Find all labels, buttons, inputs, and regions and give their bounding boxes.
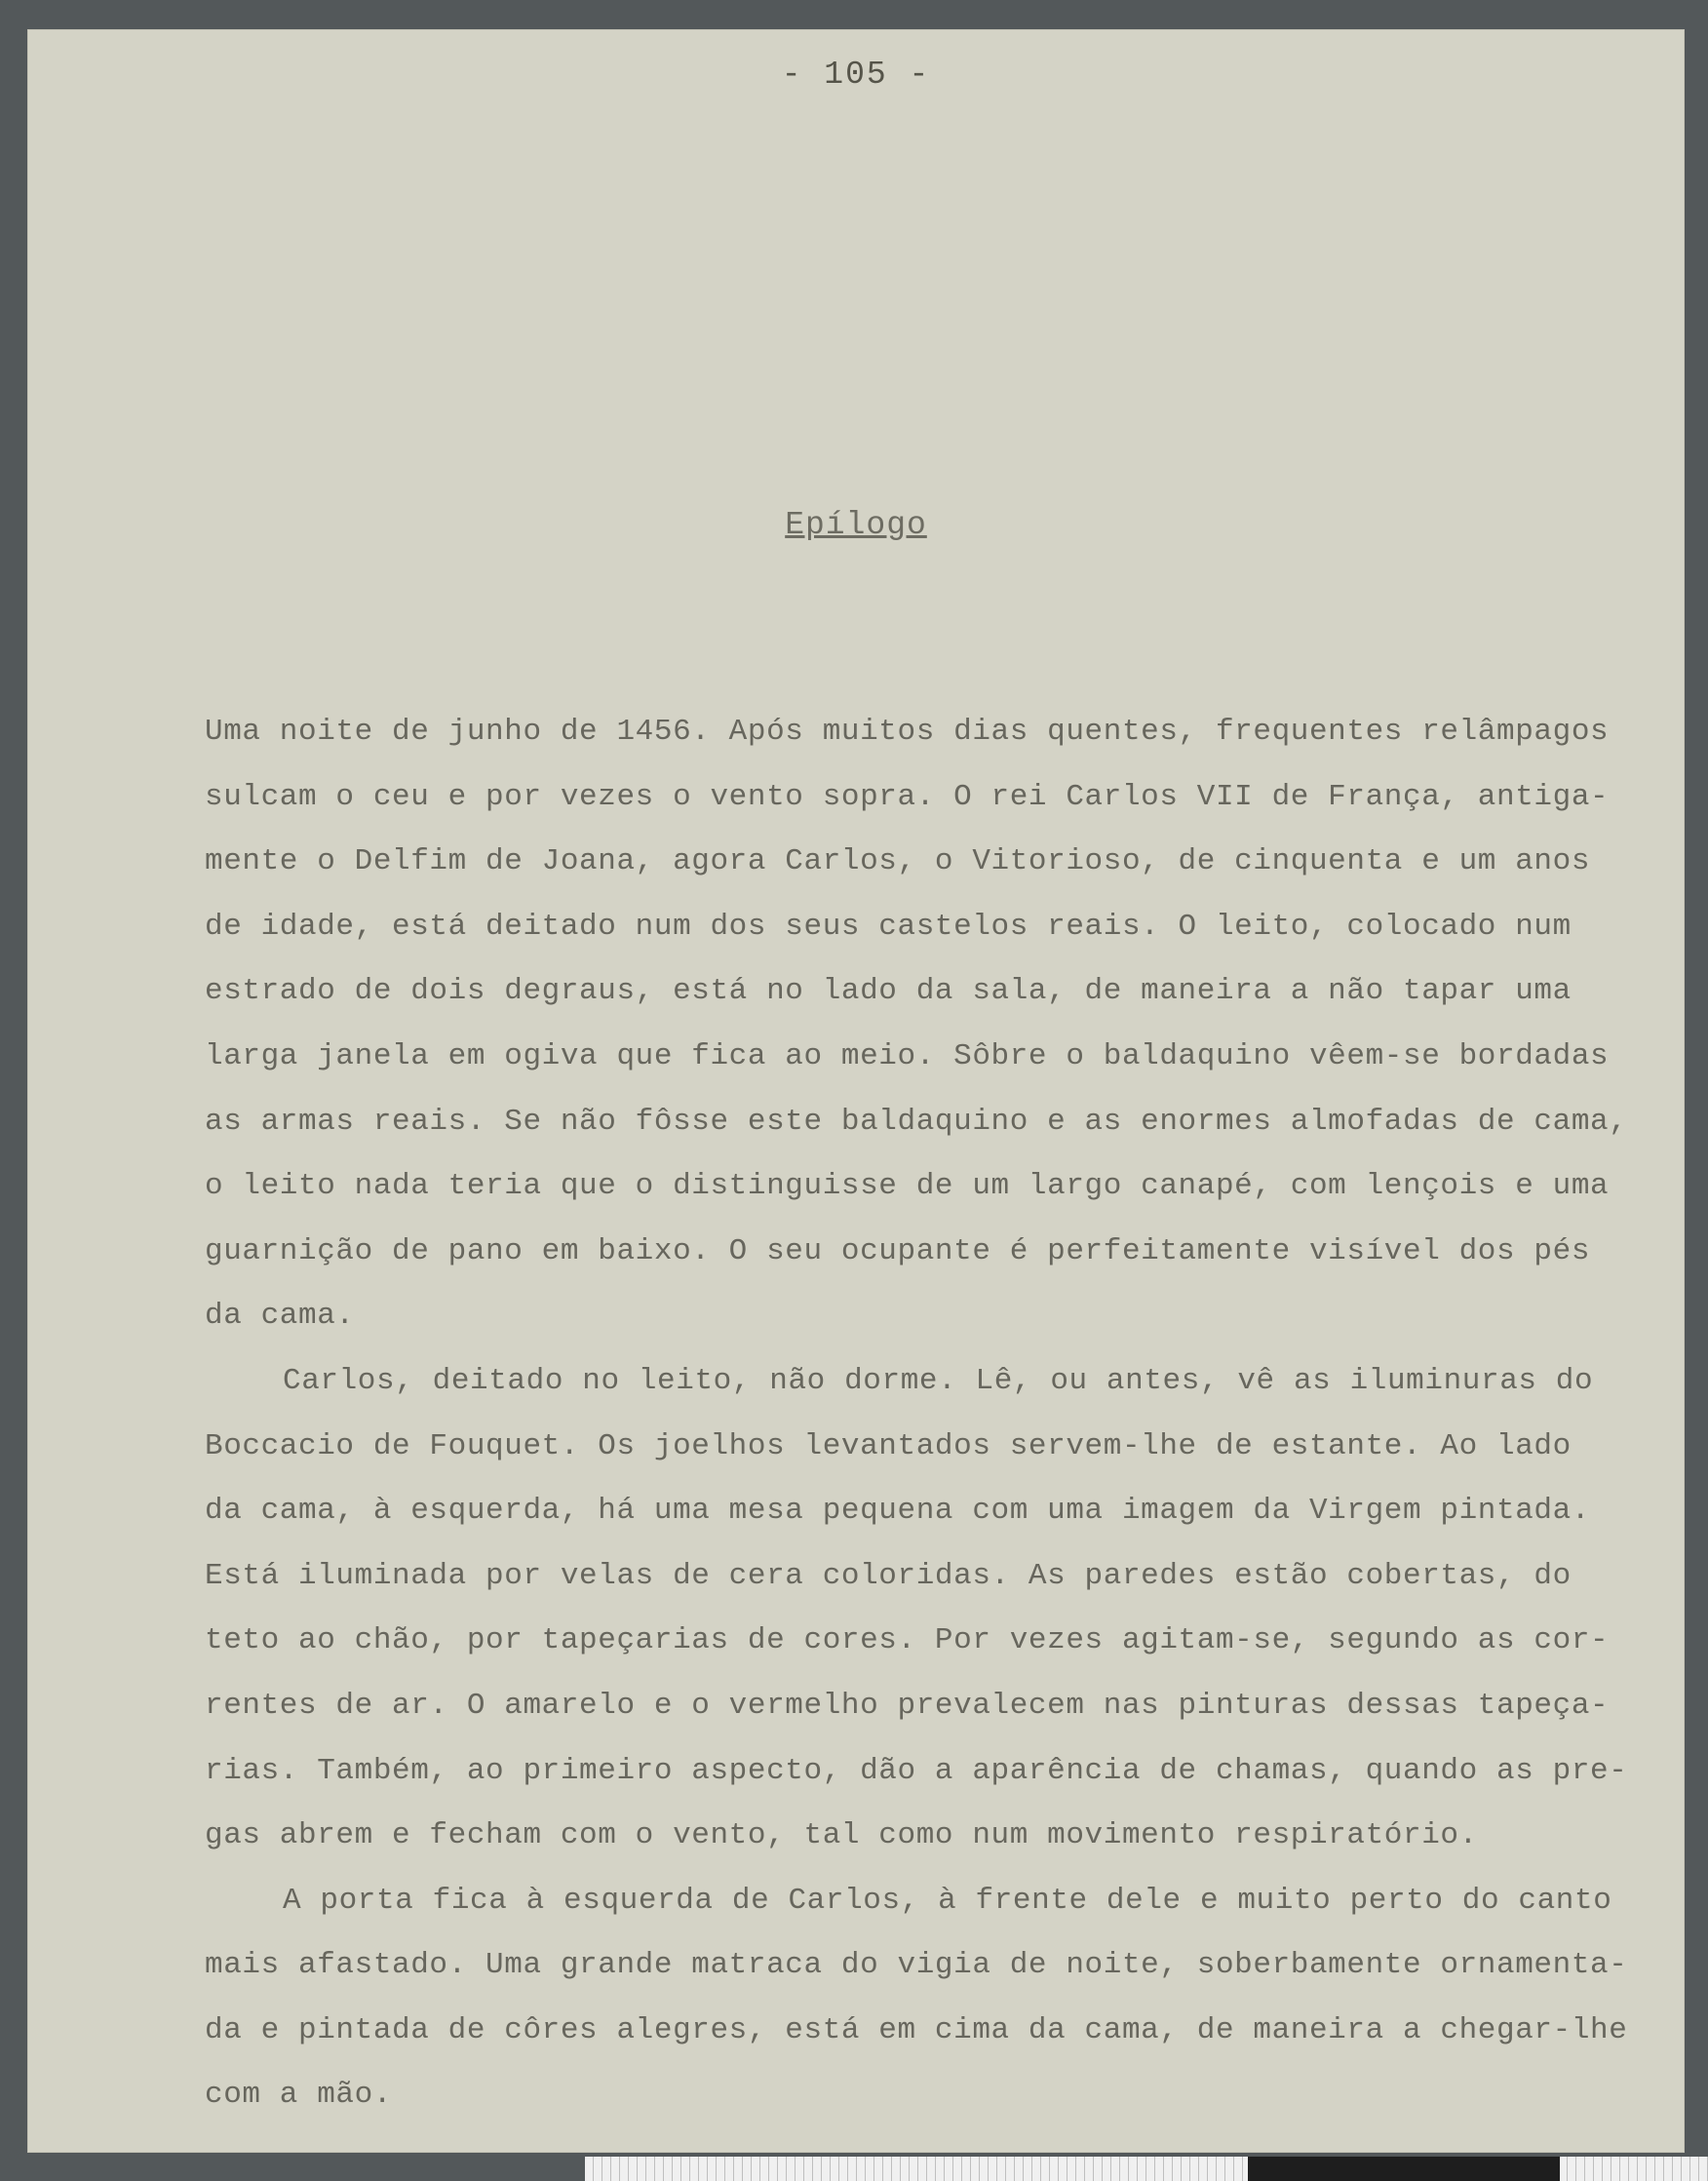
body-text [205,700,1708,2128]
text-line: estrado de dois degraus, está no lado da sala, de maneira a não tapar uma [205,974,1572,1009]
text-line: de idade, está deitado num dos seus castelos reais. O leito, colocado num [205,909,1572,944]
text-line: mais afastado. Uma grande matraca do vigia de noite, soberbamente ornamenta- [205,1948,1628,1983]
text-line: guarnição de pano em baixo. O seu ocupante é perfeitamente visível dos pés [205,1233,1591,1268]
text-line: A porta fica à esquerda de Carlos, à frente dele e muito perto do canto [283,1883,1612,1918]
text-line: sulcam o ceu e por vezes o vento sopra. O rei Carlos VII de França, antiga- [205,779,1610,814]
scale-strip-dark-band [1248,2157,1560,2181]
text-line: teto ao chão, por tapeçarias de cores. Por vezes agitam-se, segundo as cor- [205,1623,1610,1658]
text-line: da cama, à esquerda, há uma mesa pequena com uma imagem da Virgem pintada. [205,1494,1591,1529]
typewritten-page [27,29,1685,2153]
text-line: o leito nada teria que o distinguisse de um largo canapé, com lençois e uma [205,1169,1610,1204]
text-line: rias. Também, ao primeiro aspecto, dão a aparência de chamas, quando as pre- [205,1753,1628,1788]
text-line: larga janela em ogiva que fica ao meio. Sôbre o baldaquino vêem-se bordadas [205,1038,1610,1073]
text-line: as armas reais. Se não fôsse este baldaquino e as enormes almofadas de cama, [205,1104,1628,1139]
text-line: Carlos, deitado no leito, não dorme. Lê, ou antes, vê as iluminuras do [283,1363,1594,1398]
text-line: Boccacio de Fouquet. Os joelhos levantados servem-lhe de estante. Ao lado [205,1428,1572,1463]
section-heading: Epílogo [785,507,927,543]
text-line: rentes de ar. O amarelo e o vermelho prevalecem nas pinturas dessas tapeça- [205,1688,1610,1723]
text-line: com a mão. [205,2078,393,2113]
text-line: da cama. [205,1299,355,1334]
text-line: gas abrem e fecham com o vento, tal como num movimento respiratório. [205,1818,1478,1853]
text-line: Uma noite de junho de 1456. Após muitos dias quentes, frequentes relâmpagos [205,715,1610,749]
text-line: da e pintada de côres alegres, está em cima da cama, de maneira a chegar-lhe [205,2012,1628,2047]
text-line: mente o Delfim de Joana, agora Carlos, o Vitorioso, de cinquenta e um anos [205,844,1591,879]
color-scale-strip [585,2157,1708,2181]
text-line: Está iluminada por velas de cera coloridas. As paredes estão cobertas, do [205,1558,1572,1593]
page-number: - 105 - [781,57,931,93]
